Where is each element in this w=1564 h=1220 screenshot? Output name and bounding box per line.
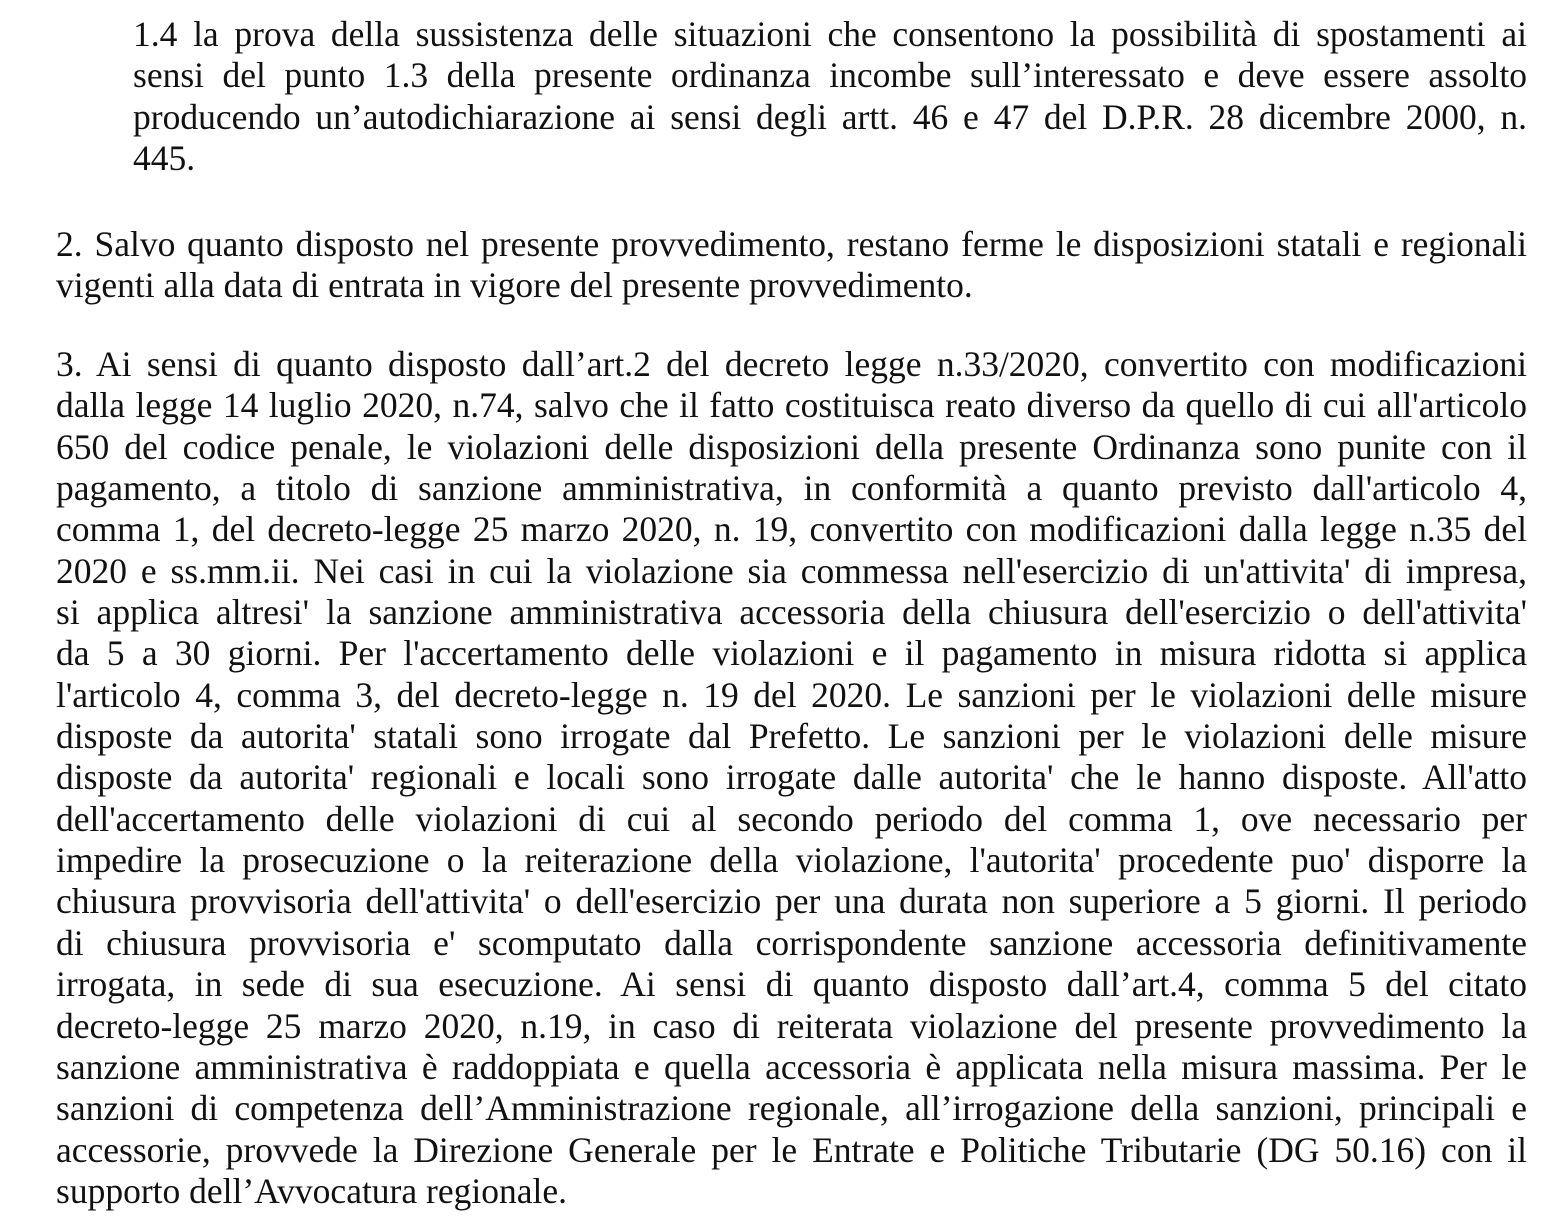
text-line: disposte da autorita' regionali e locali sono irrogate dalle autorita' che le hanno disposte. All'atto — [56, 757, 1527, 798]
text-line: sanzioni di competenza dell’Amministrazione regionale, all’irrogazione della sanzioni, principali e — [56, 1088, 1527, 1129]
text-line: chiusura provvisoria dell'attivita' o dell'esercizio per una durata non superiore a 5 giorni. Il periodo — [56, 881, 1527, 922]
text-line: producendo un’autodichiarazione ai sensi degli artt. 46 e 47 del D.P.R. 28 dicembre 2000, n. — [133, 96, 1527, 137]
paragraph-2 — [56, 224, 1527, 307]
text-line: dell'accertamento delle violazioni di cui al secondo periodo del comma 1, ove necessario per — [56, 798, 1527, 839]
text-line: 650 del codice penale, le violazioni delle disposizioni della presente Ordinanza sono punite con il — [56, 426, 1527, 467]
text-line: 2. Salvo quanto disposto nel presente provvedimento, restano ferme le disposizioni statali e regionali — [56, 224, 1527, 264]
text-line: si applica altresi' la sanzione amministrativa accessoria della chiusura dell'esercizio o dell'attivita' — [56, 592, 1527, 633]
paragraph-3 — [56, 344, 1527, 1212]
text-line: l'articolo 4, comma 3, del decreto-legge n. 19 del 2020. Le sanzioni per le violazioni delle misure — [56, 674, 1527, 715]
text-line: irrogata, in sede di sua esecuzione. Ai sensi di quanto disposto dall’art.4, comma 5 del citato — [56, 964, 1527, 1005]
text-line: 445. — [133, 138, 196, 179]
text-line: sensi del punto 1.3 della presente ordinanza incombe sull’interessato e deve essere assolto — [133, 55, 1527, 96]
text-line: 2020 e ss.mm.ii. Nei casi in cui la violazione sia commessa nell'esercizio di un'attivita' di impresa, — [56, 550, 1527, 591]
text-line: impedire la prosecuzione o la reiterazione della violazione, l'autorita' procedente puo' disporre la — [56, 840, 1527, 881]
text-line: decreto-legge 25 marzo 2020, n.19, in caso di reiterata violazione del presente provvedimento la — [56, 1005, 1527, 1046]
text-line: comma 1, del decreto-legge 25 marzo 2020, n. 19, convertito con modificazioni dalla legge n.35 del — [56, 509, 1527, 550]
text-line: accessorie, provvede la Direzione Generale per le Entrate e Politiche Tributarie (DG 50.16) con il — [56, 1129, 1527, 1170]
text-line: vigenti alla data di entrata in vigore del presente provvedimento. — [56, 265, 973, 306]
text-line: sanzione amministrativa è raddoppiata e quella accessoria è applicata nella misura massima. Per le — [56, 1046, 1527, 1087]
text-line: 3. Ai sensi di quanto disposto dall’art.2 del decreto legge n.33/2020, convertito con modificazioni — [56, 344, 1527, 384]
text-line: da 5 a 30 giorni. Per l'accertamento delle violazioni e il pagamento in misura ridotta si applica — [56, 633, 1527, 674]
text-line: supporto dell’Avvocatura regionale. — [56, 1170, 567, 1211]
text-line: disposte da autorita' statali sono irrogate dal Prefetto. Le sanzioni per le violazioni delle misure — [56, 716, 1527, 757]
text-line: dalla legge 14 luglio 2020, n.74, salvo che il fatto costituisca reato diverso da quello di cui all'articolo — [56, 385, 1527, 426]
text-line: pagamento, a titolo di sanzione amministrativa, in conformità a quanto previsto dall'articolo 4, — [56, 468, 1527, 509]
paragraph-1-4 — [133, 14, 1527, 179]
text-line: di chiusura provvisoria e' scomputato dalla corrispondente sanzione accessoria definitivamente — [56, 922, 1527, 963]
text-line: 1.4 la prova della sussistenza delle situazioni che consentono la possibilità di spostamenti ai — [133, 14, 1527, 54]
